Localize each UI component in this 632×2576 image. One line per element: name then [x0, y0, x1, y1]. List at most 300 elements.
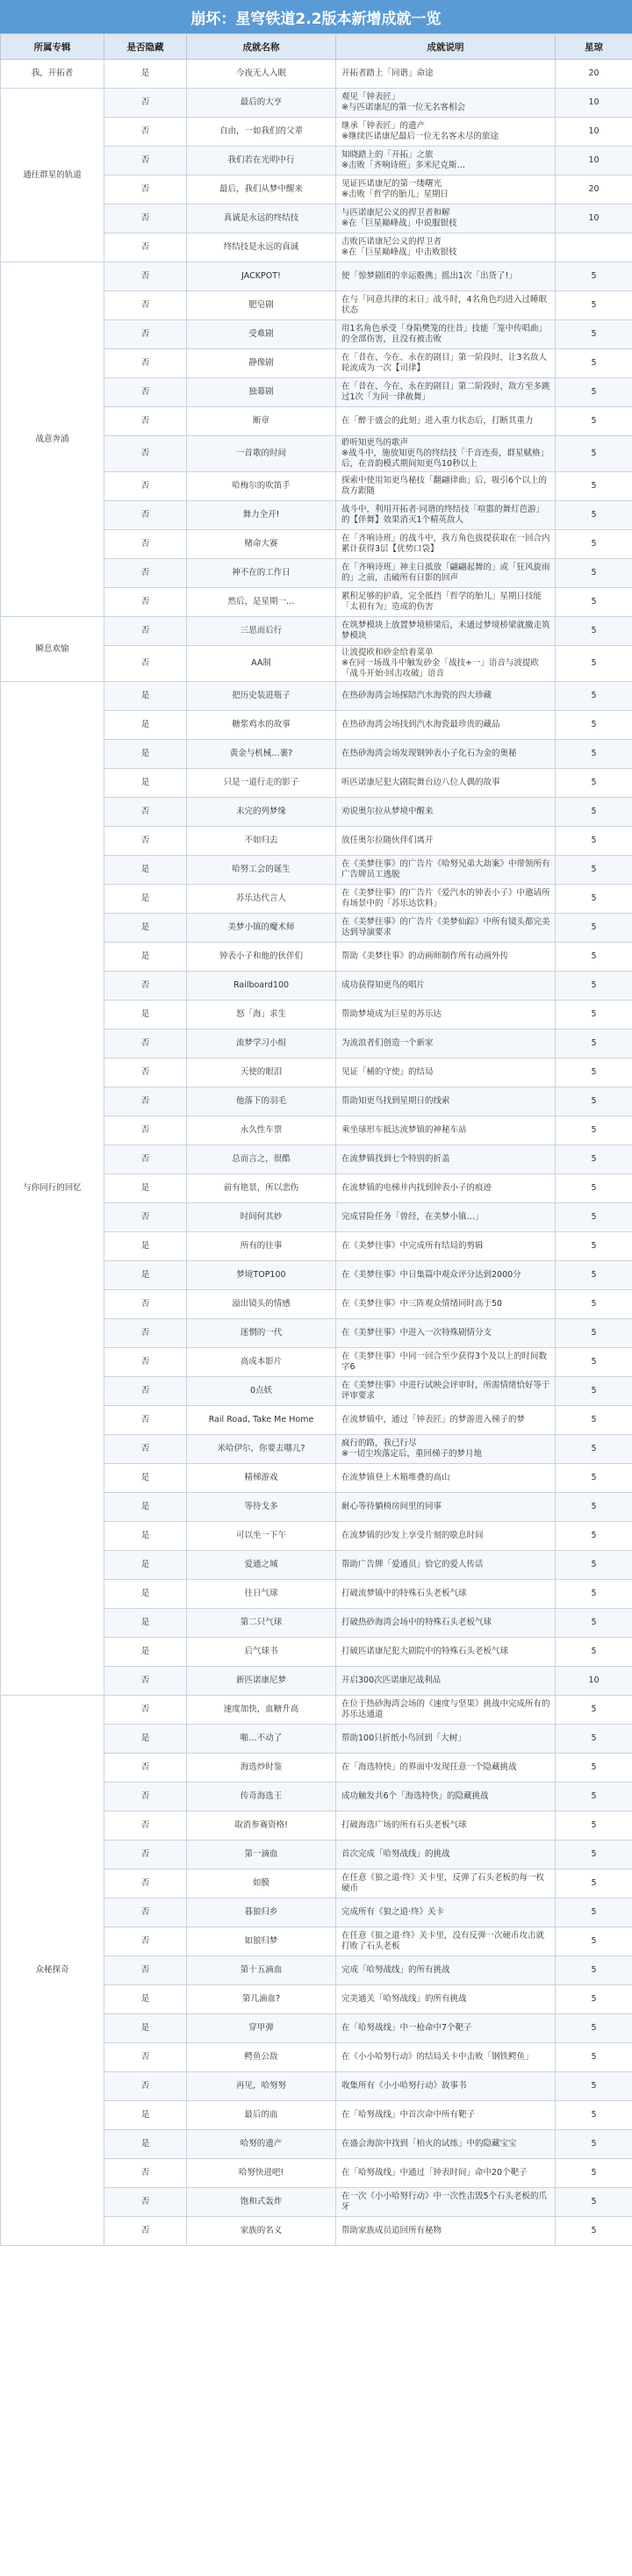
hidden-cell: 是 [104, 1551, 187, 1580]
description-cell: 见证匹诺康尼的第一缕曙光 ※击败「哲学的胎儿」星期日 [336, 176, 556, 205]
hidden-cell: 否 [104, 1841, 187, 1869]
name-cell: 最后，我们从梦中醒来 [187, 176, 336, 205]
stellar-jade-cell: 5 [556, 856, 632, 885]
description-cell: 在流梦镇的沙发上享受片刻的歇息时间 [336, 1522, 556, 1551]
column-header-hidden: 是否隐藏 [104, 34, 187, 60]
name-cell: 舞力全开! [187, 501, 336, 530]
stellar-jade-cell: 5 [556, 769, 632, 798]
stellar-jade-cell: 5 [556, 827, 632, 856]
name-cell: 肥皂剧 [187, 291, 336, 320]
name-cell: JACKPOT! [187, 262, 336, 291]
stellar-jade-cell: 5 [556, 291, 632, 320]
stellar-jade-cell: 10 [556, 89, 632, 118]
description-cell: 打破热砂海湾会场中的特殊石头老板气球 [336, 1609, 556, 1638]
description-cell: 在《美梦往事》中三阵观众情绪同时高于50 [336, 1290, 556, 1319]
hidden-cell: 否 [104, 291, 187, 320]
name-cell: 未完的列梦缘 [187, 798, 336, 827]
table-row [1, 682, 632, 711]
hidden-cell: 否 [104, 1956, 187, 1985]
name-cell: 哈努快进吧! [187, 2159, 336, 2188]
hidden-cell: 否 [104, 436, 187, 472]
hidden-cell: 是 [104, 1261, 187, 1290]
description-cell: 在《美梦往事》的广告片《美梦仙踪》中所有镜头都完美达到导演要求 [336, 914, 556, 943]
stellar-jade-cell: 5 [556, 2217, 632, 2246]
description-cell: 在「昔在、今在、永在的剧目」第二阶段时，敌方至多跳过1次「为问一律赦舞」 [336, 378, 556, 407]
description-cell: 在流梦镇登上木箱堆叠的高山 [336, 1464, 556, 1493]
stellar-jade-cell: 5 [556, 1261, 632, 1290]
stellar-jade-cell: 5 [556, 1696, 632, 1725]
stellar-jade-cell: 5 [556, 1030, 632, 1058]
hidden-cell: 否 [104, 1087, 187, 1116]
description-cell: 累积足够的护盾，完全抵挡「哲学的胎儿」星期日技能「太初有为」造成的伤害 [336, 588, 556, 617]
hidden-cell: 否 [104, 1667, 187, 1696]
name-cell: 苏乐达代言人 [187, 885, 336, 914]
name-cell: 神不在的工作日 [187, 559, 336, 588]
name-cell: 哈梅尔的吹笛手 [187, 472, 336, 501]
name-cell: 暮狼归乡 [187, 1898, 336, 1927]
stellar-jade-cell: 5 [556, 262, 632, 291]
name-cell: 钟表小子和他的伙伴们 [187, 943, 336, 972]
stellar-jade-cell: 5 [556, 378, 632, 407]
name-cell: Railboard100 [187, 972, 336, 1001]
table-row [1, 60, 632, 89]
stellar-jade-cell: 5 [556, 740, 632, 769]
stellar-jade-cell: 5 [556, 349, 632, 378]
stellar-jade-cell: 5 [556, 1435, 632, 1464]
stellar-jade-cell: 5 [556, 1754, 632, 1783]
description-cell: 与匹诺康尼公义的捍卫者和解 ※在「巨星巅峰战」中说服银枝 [336, 205, 556, 233]
name-cell: 啪…不动了 [187, 1725, 336, 1754]
name-cell: 传奇海选王 [187, 1783, 336, 1812]
hidden-cell: 是 [104, 1232, 187, 1261]
hidden-cell: 否 [104, 2188, 187, 2217]
description-cell: 在热砂海湾会场探陪汽水海瓷的四大珍藏 [336, 682, 556, 711]
stellar-jade-cell: 5 [556, 972, 632, 1001]
stellar-jade-cell: 5 [556, 1725, 632, 1754]
description-cell: 打破海选广场的所有石头老板气球 [336, 1812, 556, 1841]
stellar-jade-cell: 5 [556, 2014, 632, 2043]
stellar-jade-cell: 5 [556, 2072, 632, 2101]
stellar-jade-cell: 5 [556, 559, 632, 588]
hidden-cell: 否 [104, 1927, 187, 1956]
hidden-cell: 否 [104, 349, 187, 378]
description-cell: 在「哈努战线」中一枪命中7个靶子 [336, 2014, 556, 2043]
name-cell: 溢出镜头的情感 [187, 1290, 336, 1319]
description-cell: 在「齐响诗班」的战斗中，我方角色拔提获取在一回合内累计获得3层【优势口袋】 [336, 530, 556, 559]
description-cell: 在「醉于盛会的此刻」进入重力状态后，打断其重力 [336, 407, 556, 436]
name-cell: 精梯游戏 [187, 1464, 336, 1493]
hidden-cell: 否 [104, 1030, 187, 1058]
description-cell: 在《小小哈努行动》的结局关卡中击败「钢铁鳄鱼」 [336, 2043, 556, 2072]
name-cell: 静像剧 [187, 349, 336, 378]
column-header-category: 所属专辑 [1, 34, 104, 60]
hidden-cell: 是 [104, 1493, 187, 1522]
stellar-jade-cell: 5 [556, 1522, 632, 1551]
name-cell: 最后的大亨 [187, 89, 336, 118]
hidden-cell: 是 [104, 682, 187, 711]
stellar-jade-cell: 5 [556, 436, 632, 472]
description-cell: 在与「同意共律的末日」战斗时，4名角色均进入过睡眠状态 [336, 291, 556, 320]
name-cell: 只是一道行走的影子 [187, 769, 336, 798]
stellar-jade-cell: 5 [556, 588, 632, 617]
hidden-cell: 否 [104, 827, 187, 856]
hidden-cell: 否 [104, 118, 187, 147]
hidden-cell: 否 [104, 1116, 187, 1145]
table-row [1, 262, 632, 291]
stellar-jade-cell: 5 [556, 1898, 632, 1927]
stellar-jade-cell: 5 [556, 1087, 632, 1116]
stellar-jade-cell: 5 [556, 472, 632, 501]
hidden-cell: 否 [104, 233, 187, 262]
description-cell: 帮助100只折纸小鸟回到「大树」 [336, 1725, 556, 1754]
stellar-jade-cell: 5 [556, 2043, 632, 2072]
name-cell: 穿甲弹 [187, 2014, 336, 2043]
description-cell: 帮助《美梦往事》的动画师制作所有动画外传 [336, 943, 556, 972]
description-cell: 在任意《狼之道·终》关卡里，没有反弹一次硬币攻击就打败了石头老板 [336, 1927, 556, 1956]
name-cell: 如狼归梦 [187, 1927, 336, 1956]
stellar-jade-cell: 5 [556, 1001, 632, 1030]
description-cell: 在「昔在、今在、永在的剧目」第一阶段时，让3名敌人轮流成为一次【司律】 [336, 349, 556, 378]
stellar-jade-cell: 5 [556, 1841, 632, 1869]
name-cell: 后气球书 [187, 1638, 336, 1667]
stellar-jade-cell: 5 [556, 1290, 632, 1319]
hidden-cell: 否 [104, 1812, 187, 1841]
stellar-jade-cell: 10 [556, 118, 632, 147]
description-cell: 开拓者踏上「同谐」命途 [336, 60, 556, 89]
stellar-jade-cell: 5 [556, 617, 632, 646]
hidden-cell: 否 [104, 472, 187, 501]
description-cell: 在一次《小小哈努行动》中一次性击毁5个石头老板的爪牙 [336, 2188, 556, 2217]
description-cell: 让波提欧和砂金给着菜单 ※在同一场战斗中触发砂金「战技+一」语音与波提欧「战斗开始·回击攻破」语音 [336, 646, 556, 682]
name-cell: 把历史装进瓶子 [187, 682, 336, 711]
name-cell: 永久性车票 [187, 1116, 336, 1145]
stellar-jade-cell: 10 [556, 1667, 632, 1696]
hidden-cell: 否 [104, 1377, 187, 1406]
name-cell: 第二只气球 [187, 1609, 336, 1638]
hidden-cell: 否 [104, 2159, 187, 2188]
description-cell: 劝说奥尔拉从梦境中醒来 [336, 798, 556, 827]
stellar-jade-cell: 20 [556, 176, 632, 205]
hidden-cell: 否 [104, 378, 187, 407]
hidden-cell: 是 [104, 1580, 187, 1609]
table-row [1, 617, 632, 646]
name-cell: 黄金与机械…裹? [187, 740, 336, 769]
stellar-jade-cell: 5 [556, 1783, 632, 1812]
name-cell: 最后的血 [187, 2101, 336, 2130]
description-cell: 乘坐球形车抵达流梦镇的神秘车站 [336, 1116, 556, 1145]
stellar-jade-cell: 10 [556, 147, 632, 176]
description-cell: 在《美梦往事》中进入一次特殊剧情分支 [336, 1319, 556, 1348]
description-cell: 在流梦镇的电梯井内找到钟表小子的痕迹 [336, 1174, 556, 1203]
stellar-jade-cell: 10 [556, 205, 632, 233]
hidden-cell: 否 [104, 1754, 187, 1783]
name-cell: 怒「海」求生 [187, 1001, 336, 1030]
name-cell: 断章 [187, 407, 336, 436]
hidden-cell: 否 [104, 407, 187, 436]
category-cell: 众秘探奇 [1, 1696, 104, 2246]
description-cell: 成功获得知更鸟的唱片 [336, 972, 556, 1001]
achievement-table [0, 33, 632, 2246]
hidden-cell: 是 [104, 769, 187, 798]
name-cell: 0点妖 [187, 1377, 336, 1406]
name-cell: 总而言之，很酷 [187, 1145, 336, 1174]
stellar-jade-cell: 5 [556, 885, 632, 914]
description-cell: 完成冒险任务「曾经，在美梦小镇…」 [336, 1203, 556, 1232]
description-cell: 在「哈努战线」中通过「钟表时间」命中20个靶子 [336, 2159, 556, 2188]
hidden-cell: 否 [104, 1783, 187, 1812]
description-cell: 完美通关「哈努战线」的所有挑战 [336, 1985, 556, 2014]
name-cell: 第十五滴血 [187, 1956, 336, 1985]
hidden-cell: 否 [104, 262, 187, 291]
name-cell: 哈努工会的诞生 [187, 856, 336, 885]
name-cell: 终结技是永远的真诚 [187, 233, 336, 262]
description-cell: 成功触发共6个「海选特快」的隐藏挑战 [336, 1783, 556, 1812]
hidden-cell: 是 [104, 885, 187, 914]
table-header-row [1, 34, 632, 60]
page-title: 崩坏：星穹铁道2.2版本新增成就一览 [0, 0, 632, 33]
description-cell: 疯行的路，我已行尽 ※一切尘埃落定后，重回梯子的梦月地 [336, 1435, 556, 1464]
stellar-jade-cell: 5 [556, 1869, 632, 1898]
stellar-jade-cell: 5 [556, 407, 632, 436]
hidden-cell: 否 [104, 1435, 187, 1464]
name-cell: 天使的眼泪 [187, 1058, 336, 1087]
hidden-cell: 否 [104, 588, 187, 617]
name-cell: 新匹诺康尼梦 [187, 1667, 336, 1696]
hidden-cell: 否 [104, 2217, 187, 2246]
description-cell: 在《美梦往事》中同一回合至少获得3个及以上的时间数字6 [336, 1348, 556, 1377]
stellar-jade-cell: 5 [556, 1493, 632, 1522]
stellar-jade-cell: 5 [556, 1116, 632, 1145]
table-row [1, 1696, 632, 1725]
category-cell: 通往群星的轨道 [1, 89, 104, 262]
category-cell: 战意奔涌 [1, 262, 104, 617]
description-cell: 在《美梦往事》的广告片《哈努兄弟大劫案》中带领所有广告牌员工逃脱 [336, 856, 556, 885]
hidden-cell: 否 [104, 147, 187, 176]
description-cell: 帮助知更鸟找到星期日的线索 [336, 1087, 556, 1116]
stellar-jade-cell: 5 [556, 711, 632, 740]
description-cell: 听匹诺康尼犯大剧院舞台边八位人偶的故事 [336, 769, 556, 798]
description-cell: 探索中使用知更鸟秘技「翻翩律曲」后，吸引6个以上的敌方跟随 [336, 472, 556, 501]
name-cell: AA制 [187, 646, 336, 682]
stellar-jade-cell: 5 [556, 2101, 632, 2130]
column-header-name: 成就名称 [187, 34, 336, 60]
name-cell: 糖浆鸡水的故事 [187, 711, 336, 740]
hidden-cell: 是 [104, 1638, 187, 1667]
description-cell: 为流浪者们创造一个新家 [336, 1030, 556, 1058]
description-cell: 在「海选特快」的界面中发现任意一个隐藏挑战 [336, 1754, 556, 1783]
hidden-cell: 否 [104, 1145, 187, 1174]
stellar-jade-cell: 5 [556, 2159, 632, 2188]
name-cell: 时间何其妙 [187, 1203, 336, 1232]
hidden-cell: 否 [104, 89, 187, 118]
description-cell: 使「惊梦剧团的幸运骰携」摇出1次「出货了!」 [336, 262, 556, 291]
hidden-cell: 否 [104, 1348, 187, 1377]
stellar-jade-cell: 5 [556, 1927, 632, 1956]
description-cell: 在《美梦往事》中进行试映会评审时，所需情绪恰好等于评审要求 [336, 1377, 556, 1406]
hidden-cell: 是 [104, 1001, 187, 1030]
hidden-cell: 否 [104, 1319, 187, 1348]
description-cell: 在《美梦往事》中日集篇中观众评分达到2000分 [336, 1261, 556, 1290]
stellar-jade-cell: 5 [556, 914, 632, 943]
name-cell: 再见，哈努努 [187, 2072, 336, 2101]
description-cell: 在流梦镇找到七个特别的折盖 [336, 1145, 556, 1174]
name-cell: 不如归去 [187, 827, 336, 856]
hidden-cell: 是 [104, 1464, 187, 1493]
stellar-jade-cell: 5 [556, 1377, 632, 1406]
name-cell: 第几滴血? [187, 1985, 336, 2014]
hidden-cell: 否 [104, 205, 187, 233]
stellar-jade-cell: 5 [556, 1609, 632, 1638]
description-cell: 观见「钟表匠」 ※与匹诺康尼的第一位无名客相会 [336, 89, 556, 118]
name-cell: 他落下的羽毛 [187, 1087, 336, 1116]
hidden-cell: 是 [104, 2014, 187, 2043]
description-cell: 在任意《狼之道·终》关卡里，反弹了石头老板的每一枚硬币 [336, 1869, 556, 1898]
stellar-jade-cell: 5 [556, 1956, 632, 1985]
description-cell: 耐心等待躺椅房间里的同事 [336, 1493, 556, 1522]
name-cell: 然后，是星期一… [187, 588, 336, 617]
hidden-cell: 是 [104, 740, 187, 769]
name-cell: 等待戈多 [187, 1493, 336, 1522]
hidden-cell: 否 [104, 2072, 187, 2101]
hidden-cell: 是 [104, 60, 187, 89]
name-cell: 饱和式轰炸 [187, 2188, 336, 2217]
description-cell: 聆听知更鸟的歌声 ※战斗中，施放知更鸟的终结技「千音连奏，群星赋格」后，在音韵模式期间知更鸟10秒以上 [336, 436, 556, 472]
name-cell: 海选炒时鉴 [187, 1754, 336, 1783]
hidden-cell: 否 [104, 176, 187, 205]
description-cell: 击败匹诺康尼公义的捍卫者 ※在「巨星巅峰战」中击败银枝 [336, 233, 556, 262]
stellar-jade-cell: 5 [556, 1174, 632, 1203]
description-cell: 在《美梦往事》中完成所有结局的剪辑 [336, 1232, 556, 1261]
name-cell: 往日气球 [187, 1580, 336, 1609]
stellar-jade-cell: 5 [556, 1985, 632, 2014]
description-cell: 首次完成「哈努战线」的挑战 [336, 1841, 556, 1869]
stellar-jade-cell: 5 [556, 320, 632, 349]
name-cell: 鳄鱼公敌 [187, 2043, 336, 2072]
hidden-cell: 否 [104, 617, 187, 646]
description-cell: 在热砂海湾会场找到汽水海瓷最珍贵的藏品 [336, 711, 556, 740]
hidden-cell: 否 [104, 1696, 187, 1725]
description-cell: 在「哈努战线」中首次命中所有靶子 [336, 2101, 556, 2130]
description-cell: 帮助家族成员追回所有秘物 [336, 2217, 556, 2246]
name-cell: 如膜 [187, 1869, 336, 1898]
hidden-cell: 否 [104, 501, 187, 530]
name-cell: 可以坐一下午 [187, 1522, 336, 1551]
name-cell: 自由，一如我们的父辈 [187, 118, 336, 147]
description-cell: 继承「钟表匠」的遗产 ※继续匹诺康尼最后一位无名客未尽的旅途 [336, 118, 556, 147]
hidden-cell: 否 [104, 1058, 187, 1087]
hidden-cell: 否 [104, 320, 187, 349]
name-cell: 取消参赛资格! [187, 1812, 336, 1841]
name-cell: 独幕剧 [187, 378, 336, 407]
stellar-jade-cell: 5 [556, 1203, 632, 1232]
name-cell: 三思而后行 [187, 617, 336, 646]
stellar-jade-cell: 5 [556, 1348, 632, 1377]
description-cell: 完成所有《狼之道·终》关卡 [336, 1898, 556, 1927]
description-cell: 在流梦镇中，通过「钟表匠」的梦游进入梯子的梦 [336, 1406, 556, 1435]
description-cell: 在盛会海滨中找到「柏火的试练」中的隐藏宝宝 [336, 2130, 556, 2159]
name-cell: 今夜无人入眠 [187, 60, 336, 89]
stellar-jade-cell: 5 [556, 1580, 632, 1609]
column-header-stellar-jade: 星琼 [556, 34, 632, 60]
description-cell: 打破流梦镇中的特殊石头老板气球 [336, 1580, 556, 1609]
stellar-jade-cell: 5 [556, 1232, 632, 1261]
hidden-cell: 是 [104, 1174, 187, 1203]
description-cell: 见证「桶的守使」的结局 [336, 1058, 556, 1087]
stellar-jade-cell: 5 [556, 943, 632, 972]
hidden-cell: 是 [104, 856, 187, 885]
category-cell: 瞬息欢愉 [1, 617, 104, 682]
stellar-jade-cell: 5 [556, 530, 632, 559]
hidden-cell: 是 [104, 2130, 187, 2159]
description-cell: 收集所有《小小哈努行动》故事书 [336, 2072, 556, 2101]
description-cell: 用1名角色承受「身陷樊笼的往昔」技能「笼中传唱曲」的全部伤害，且没有被击败 [336, 320, 556, 349]
name-cell: 第一滴血 [187, 1841, 336, 1869]
stellar-jade-cell: 5 [556, 1638, 632, 1667]
name-cell: 我们若在光明中行 [187, 147, 336, 176]
stellar-jade-cell: 5 [556, 682, 632, 711]
name-cell: 前有艳景，所以悲伤 [187, 1174, 336, 1203]
stellar-jade-cell: 5 [556, 501, 632, 530]
name-cell: 赌命大赛 [187, 530, 336, 559]
name-cell: 高成本影片 [187, 1348, 336, 1377]
name-cell: 家族的名义 [187, 2217, 336, 2246]
hidden-cell: 否 [104, 1869, 187, 1898]
name-cell: 受难剧 [187, 320, 336, 349]
name-cell: 一首歌的时间 [187, 436, 336, 472]
hidden-cell: 否 [104, 972, 187, 1001]
hidden-cell: 否 [104, 1406, 187, 1435]
hidden-cell: 是 [104, 1985, 187, 2014]
name-cell: 真诚是永远的终结技 [187, 205, 336, 233]
hidden-cell: 是 [104, 1725, 187, 1754]
category-cell: 我，开拓者 [1, 60, 104, 89]
name-cell: 爱通之城 [187, 1551, 336, 1580]
stellar-jade-cell: 5 [556, 798, 632, 827]
hidden-cell: 是 [104, 711, 187, 740]
stellar-jade-cell: 5 [556, 1145, 632, 1174]
stellar-jade-cell: 5 [556, 1319, 632, 1348]
stellar-jade-cell: 5 [556, 2188, 632, 2217]
description-cell: 放任奥尔拉随伙伴们离开 [336, 827, 556, 856]
description-cell: 完成「哈努战线」的所有挑战 [336, 1956, 556, 1985]
stellar-jade-cell [556, 233, 632, 262]
stellar-jade-cell: 20 [556, 60, 632, 89]
description-cell: 知晓踏上的「开拓」之旅 ※击败「齐响诗班」多米尼克斯… [336, 147, 556, 176]
description-cell: 在筑梦模块上放置梦境桥梁后，未通过梦境桥梁就撤走筑梦模块 [336, 617, 556, 646]
hidden-cell: 否 [104, 1290, 187, 1319]
stellar-jade-cell: 5 [556, 1551, 632, 1580]
description-cell: 帮助广告牌「爱通员」恰它的爱人传话 [336, 1551, 556, 1580]
hidden-cell: 是 [104, 1522, 187, 1551]
stellar-jade-cell: 5 [556, 1812, 632, 1841]
name-cell: 哈努的遗产 [187, 2130, 336, 2159]
hidden-cell: 是 [104, 1609, 187, 1638]
name-cell: 所有的往事 [187, 1232, 336, 1261]
table-row [1, 89, 632, 118]
hidden-cell: 否 [104, 2043, 187, 2072]
hidden-cell: 否 [104, 559, 187, 588]
column-header-description: 成就说明 [336, 34, 556, 60]
hidden-cell: 否 [104, 798, 187, 827]
description-cell: 帮助梦境成为巨星的苏乐达 [336, 1001, 556, 1030]
name-cell: 流梦学习小组 [187, 1030, 336, 1058]
table-body [1, 60, 632, 2246]
description-cell: 开启300次匹诺康尼战利品 [336, 1667, 556, 1696]
stellar-jade-cell: 5 [556, 1406, 632, 1435]
hidden-cell: 是 [104, 914, 187, 943]
hidden-cell: 否 [104, 530, 187, 559]
category-cell: 与你同行的回忆 [1, 682, 104, 1696]
